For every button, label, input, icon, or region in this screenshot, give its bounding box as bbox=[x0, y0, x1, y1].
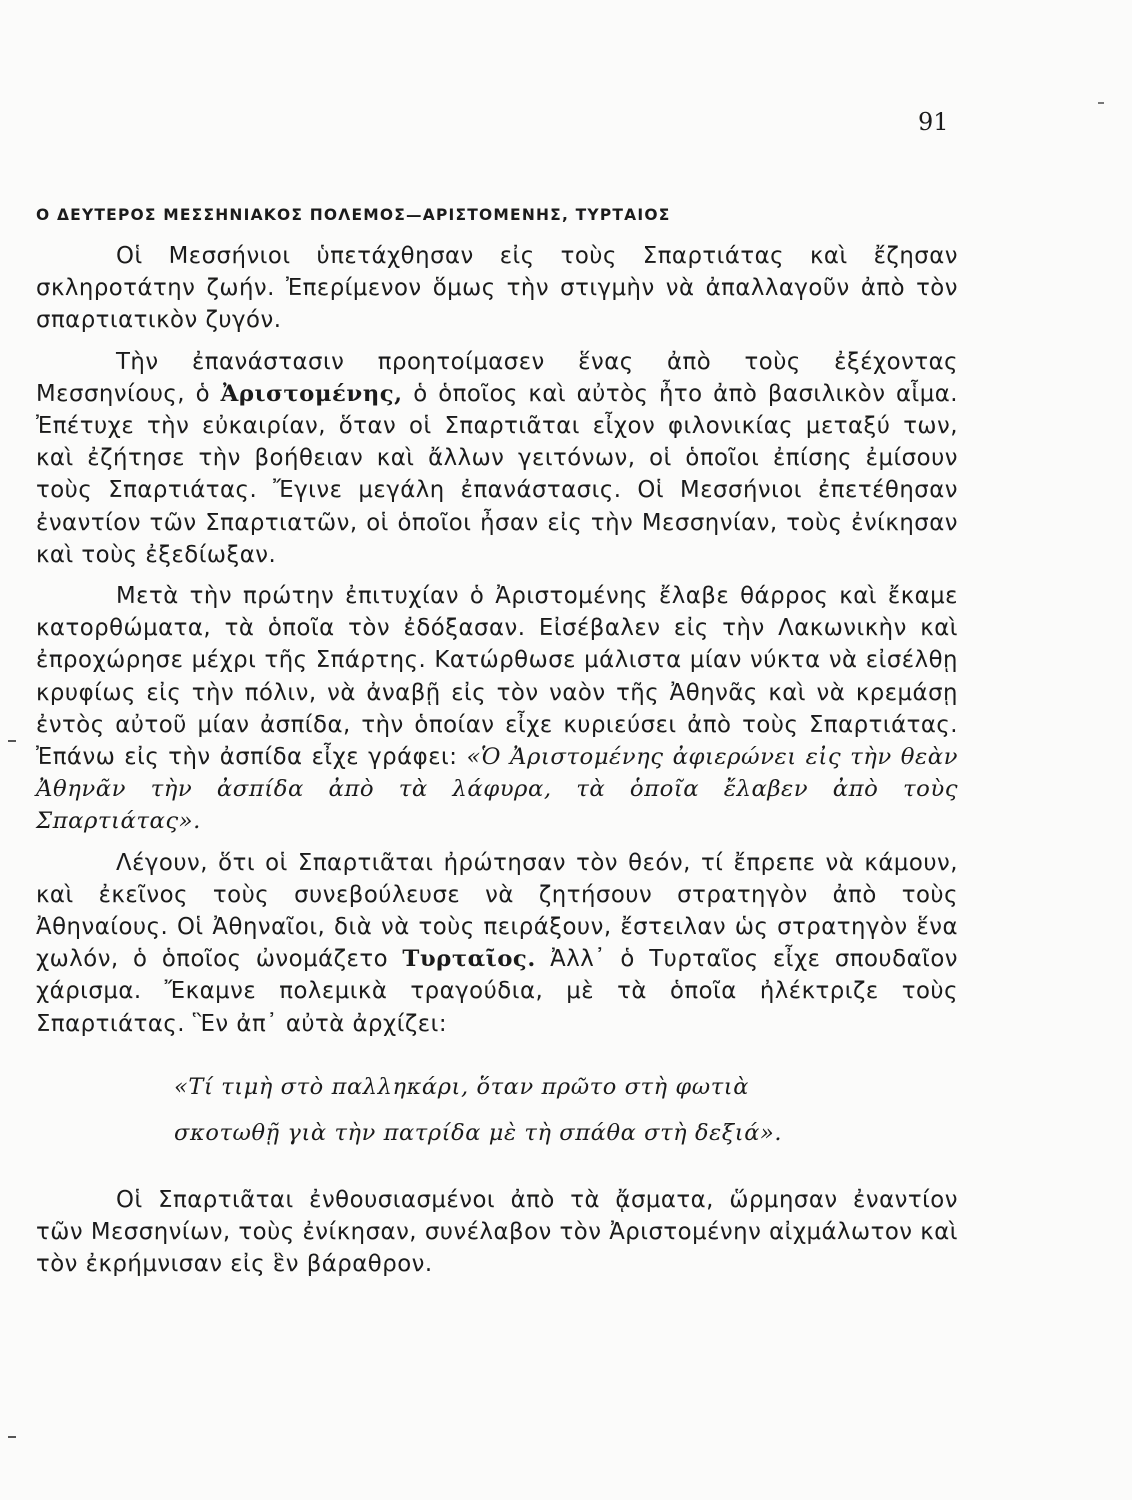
paragraph-text: Τὴν ἐπανάστασιν προητοίμασεν ἕνας ἀπὸ τοὺς ἐξέχοντας Μεσσηνίους, ὁ bbox=[36, 348, 958, 407]
paragraph-text: Μετὰ τὴν πρώτην ἐπιτυχίαν ὁ Ἀριστομένης ἔλαβε θάρρος καὶ ἔκαμε κατορθώματα, τὰ ὁποῖα τὸν ἐδόξασαν. Εἰσέβαλεν εἰς τὴν Λακωνικὴν καὶ ἐπροχώρησε μέχρι τῆς Σπάρτης. Κατώρθωσε μάλιστα μίαν νύκτα νὰ εἰσέλθῃ κρυφίως εἰς τὴν πόλιν, νὰ ἀναβῇ εἰς τὸν ναὸν τῆς Ἀθηνᾶς καὶ νὰ κρεμάσῃ ἐντὸς αὐτοῦ μίαν ἀσπίδα, τὴν ὁποίαν εἶχε κυριεύσει ἀπὸ τοὺς Σπαρτιάτας. Ἐπάνω εἰς τὴν ἀσπίδα εἶχε γράφει: bbox=[36, 583, 958, 771]
paragraph-text: Λέγουν, ὅτι οἱ Σπαρτιᾶται ἠρώτησαν τὸν θεόν, τί ἔπρεπε νὰ κάμουν, καὶ ἐκεῖνος τοὺς συνεβούλευσε νὰ ζητήσουν στρατηγὸν ἀπὸ τοὺς Ἀθηναίους. Οἱ Ἀθηναῖοι, διὰ νὰ τοὺς πειράξουν, ἔστειλαν ὡς στρατηγὸν ἕνα χωλόν, ὁ ὁποῖος ὠνομάζετο bbox=[36, 849, 958, 973]
poem-quote bbox=[36, 1064, 958, 1156]
page-number: 91 bbox=[918, 108, 949, 136]
poem-line: σκοτωθῇ γιὰ τὴν πατρίδα μὲ τὴ σπάθα στὴ δεξιά». bbox=[174, 1119, 783, 1146]
paragraph bbox=[36, 346, 958, 571]
bold-name-tyrtaios: Τυρταῖος. bbox=[402, 946, 536, 973]
body-text bbox=[36, 240, 958, 1289]
chapter-heading: Ο ΔΕΥΤΕΡΟΣ ΜΕΣΣΗΝΙΑΚΟΣ ΠΟΛΕΜΟΣ—ΑΡΙΣΤΟΜΕΝΗΣ, ΤΥΡΤΑΙΟΣ bbox=[36, 206, 671, 224]
margin-tick bbox=[8, 1436, 16, 1438]
paragraph: Οἱ Μεσσήνιοι ὑπετάχθησαν εἰς τοὺς Σπαρτιάτας καὶ ἔζησαν σκληροτάτην ζωήν. Ἐπερίμενον ὅμως τὴν στιγμὴν νὰ ἀπαλλαγοῦν ἀπὸ τὸν σπαρτιατικὸν ζυγόν. bbox=[36, 243, 958, 334]
paragraph bbox=[36, 580, 958, 838]
poem-line: «Τί τιμὴ στὸ παλληκάρι, ὅταν πρῶτο στὴ φωτιὰ bbox=[174, 1073, 749, 1100]
shield-inscription: «Ὁ Ἀριστομένης ἀφιερώνει εἰς τὴν θεὰν Ἀθηνᾶν τὴν ἀσπίδα ἀπὸ τὰ λάφυρα, τὰ ὁποῖα ἔλαβεν ἀπὸ τοὺς Σπαρτιάτας». bbox=[36, 744, 958, 835]
paragraph bbox=[36, 847, 958, 1040]
margin-tick bbox=[8, 740, 16, 742]
paragraph: Οἱ Σπαρτιᾶται ἐνθουσιασμένοι ἀπὸ τὰ ᾄσματα, ὥρμησαν ἐναντίον τῶν Μεσσηνίων, τοὺς ἐνίκησαν, συνέλαβον τὸν Ἀριστομένην αἰχμάλωτον καὶ τὸν ἐκρήμνισαν εἰς ἓν βάραθρον. bbox=[36, 1186, 958, 1278]
margin-tick bbox=[1098, 102, 1104, 104]
paragraph-text: Ἀλλ᾽ ὁ Τυρταῖος εἶχε σπουδαῖον χάρισμα. Ἔκαμνε πολεμικὰ τραγούδια, μὲ τὰ ὁποῖα ἠλέκτριζε τοὺς Σπαρτιάτας. Ἓν ἀπ᾽ αὐτὰ ἀρχίζει: bbox=[36, 946, 958, 1037]
bold-name-aristomenis: Ἀριστομένης, bbox=[220, 380, 403, 407]
paragraph-text: ὁ ὁποῖος καὶ αὐτὸς ἦτο ἀπὸ βασιλικὸν αἷμα. Ἐπέτυχε τὴν εὐκαιρίαν, ὅταν οἱ Σπαρτιᾶται εἶχον φιλονικίας μεταξύ των, καὶ ἐζήτησε τὴν βοήθειαν καὶ ἄλλων γειτόνων, οἱ ὁποῖοι ἐπίσης ἐμίσουν τοὺς Σπαρτιάτας. Ἔγινε μεγάλη ἐπανάστασις. Οἱ Μεσσήνιοι ἐπετέθησαν ἐναντίον τῶν Σπαρτιατῶν, οἱ ὁποῖοι ἦσαν εἰς τὴν Μεσσηνίαν, τοὺς ἐνίκησαν καὶ τοὺς ἐξεδίωξαν. bbox=[36, 380, 959, 568]
